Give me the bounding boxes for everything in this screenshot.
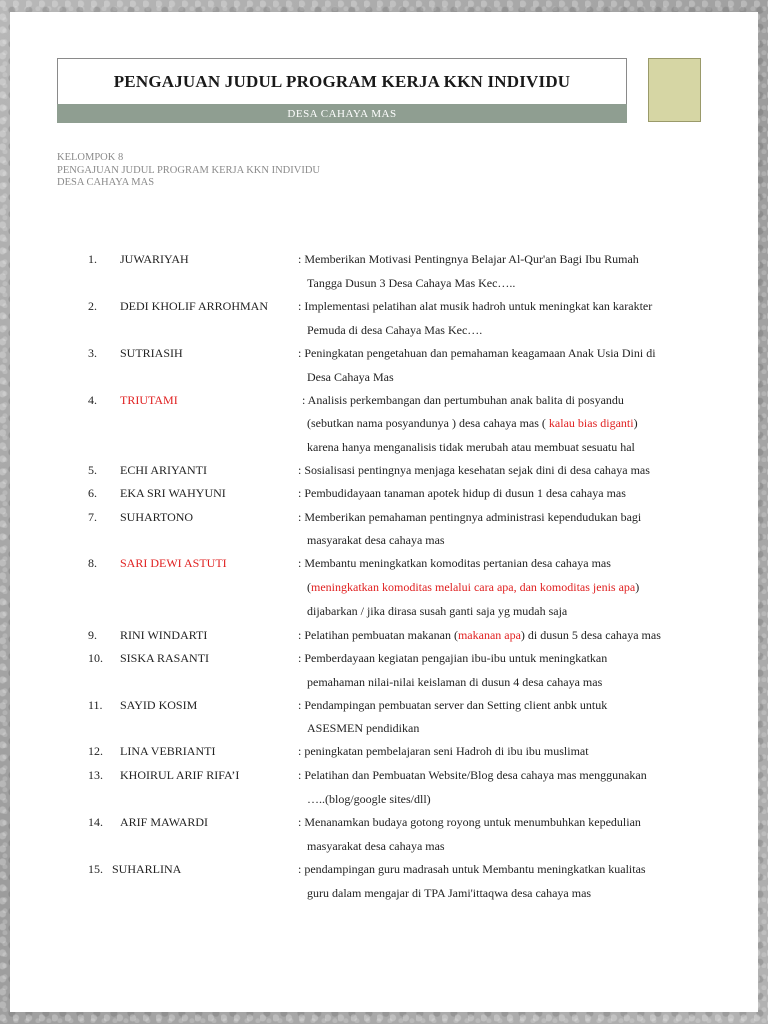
entry-desc: : Memberikan pemahaman pentingnya administrasi kependudukan bagi (298, 510, 642, 524)
desc-text: ) (635, 580, 640, 594)
entry-desc-cont: masyarakat desa cahaya mas (307, 839, 445, 853)
entry-desc: : Pemberdayaan kegiatan pengajian ibu-ibu untuk meningkatkan (298, 651, 608, 665)
meta-heading: PENGAJUAN JUDUL PROGRAM KERJA KKN INDIVIDU (57, 164, 320, 176)
entry-name: DEDI KHOLIF ARROHMAN (120, 299, 269, 313)
entry-desc: : Pelatihan dan Pembuatan Website/Blog desa cahaya mas menggunakan (298, 768, 647, 782)
entry-number: 12. (88, 744, 103, 758)
entry-name: RINI WINDARTI (120, 628, 208, 642)
entry-name: KHOIRUL ARIF RIFA’I (120, 768, 240, 782)
entry-name: EKA SRI WAHYUNI (120, 486, 226, 500)
page-subtitle: DESA CAHAYA MAS (287, 107, 397, 120)
entry-name: SISKA RASANTI (120, 651, 210, 665)
title-box (57, 58, 627, 106)
entry-desc (298, 628, 661, 643)
entry-desc-cont: Desa Cahaya Mas (307, 370, 394, 384)
entry-desc-cont: ASESMEN pendidikan (307, 721, 420, 735)
entry-number: 3. (88, 346, 97, 360)
entry-desc-cont: Pemuda di desa Cahaya Mas Kec…. (307, 323, 483, 337)
entry-name-highlighted: SARI DEWI ASTUTI (120, 556, 227, 570)
desc-text: ) (633, 416, 638, 430)
meta-village: DESA CAHAYA MAS (57, 177, 155, 188)
entry-number: 7. (88, 510, 97, 524)
desc-text: ) di dusun 5 desa cahaya mas (520, 628, 661, 642)
entry-name: SAYID KOSIM (120, 698, 198, 712)
entry-desc-cont (307, 416, 638, 431)
entry-number: 1. (88, 252, 97, 266)
entry-desc: : Membantu meningkatkan komoditas pertanian desa cahaya mas (298, 556, 611, 570)
entry-desc: : pendampingan guru madrasah untuk Membantu meningkatkan kualitas (298, 862, 646, 876)
entry-number: 14. (88, 815, 103, 829)
entry-desc: : Sosialisasi pentingnya menjaga kesehatan sejak dini di desa cahaya mas (298, 463, 650, 477)
subtitle-bar (57, 104, 627, 123)
entry-desc: : Peningkatan pengetahuan dan pemahaman keagamaan Anak Usia Dini di (298, 346, 656, 360)
entry-desc-cont: guru dalam mengajar di TPA Jami'ittaqwa desa cahaya mas (307, 886, 592, 900)
entry-name: LINA VEBRIANTI (120, 744, 216, 758)
desc-text: ( (307, 580, 311, 594)
entry-desc-cont: karena hanya menganalisis tidak merubah atau membuat sesuatu hal (307, 440, 635, 454)
meta-group: KELOMPOK 8 (57, 152, 124, 163)
entry-number: 4. (88, 393, 97, 407)
entry-desc: : Menanamkan budaya gotong royong untuk menumbuhkan kepedulian (298, 815, 641, 829)
desc-note-red: kalau bias diganti (548, 416, 634, 430)
entry-desc-cont: Tangga Dusun 3 Desa Cahaya Mas Kec….. (307, 276, 516, 290)
meta-block (57, 152, 320, 190)
entry-name: SUHARLINA (112, 862, 182, 876)
entry-name: SUTRIASIH (120, 346, 183, 360)
entry-number: 15. (88, 862, 103, 876)
entry-name-highlighted: TRIUTAMI (120, 393, 178, 407)
entry-desc: : Implementasi pelatihan alat musik hadroh untuk meningkat kan karakter (298, 299, 653, 313)
desc-text: : Pelatihan pembuatan makanan ( (298, 628, 458, 642)
entry-desc: : Memberikan Motivasi Pentingnya Belajar Al-Qur'an Bagi Ibu Rumah (298, 252, 639, 266)
entry-name: ARIF MAWARDI (120, 815, 209, 829)
entry-number: 8. (88, 556, 97, 570)
page-title: PENGAJUAN JUDUL PROGRAM KERJA KKN INDIVIDU (113, 72, 571, 91)
entry-desc: : peningkatan pembelajaran seni Hadroh di ibu ibu muslimat (298, 744, 589, 758)
entry-desc-cont: …..(blog/google sites/dll) (307, 792, 431, 806)
entry-number: 5. (88, 463, 97, 477)
entry-desc: : Analisis perkembangan dan pertumbuhan anak balita di posyandu (302, 393, 624, 407)
entry-number: 11. (88, 698, 103, 712)
entry-desc: : Pendampingan pembuatan server dan Setting client anbk untuk (298, 698, 608, 712)
entry-number: 10. (88, 651, 103, 665)
entry-name: JUWARIYAH (120, 252, 189, 266)
desc-note-red: makanan apa (457, 628, 521, 642)
entry-number: 13. (88, 768, 103, 782)
desc-note-red: meningkatkan komoditas melalui cara apa, dan komoditas jenis apa (311, 580, 636, 594)
entry-number: 6. (88, 486, 97, 500)
desc-text: (sebutkan nama posyandunya ) desa cahaya mas ( (307, 416, 549, 430)
entry-desc-cont: dijabarkan / jika dirasa susah ganti saja yg mudah saja (307, 604, 568, 618)
entry-desc-cont (307, 580, 639, 595)
entry-desc-cont: masyarakat desa cahaya mas (307, 533, 445, 547)
entry-desc-cont: pemahaman nilai-nilai keislaman di dusun 4 desa cahaya mas (307, 675, 603, 689)
entry-number: 2. (88, 299, 97, 313)
entry-name: SUHARTONO (120, 510, 194, 524)
entry-name: ECHI ARIYANTI (120, 463, 207, 477)
entry-desc: : Pembudidayaan tanaman apotek hidup di dusun 1 desa cahaya mas (298, 486, 626, 500)
entry-number: 9. (88, 628, 97, 642)
accent-square (648, 58, 701, 122)
